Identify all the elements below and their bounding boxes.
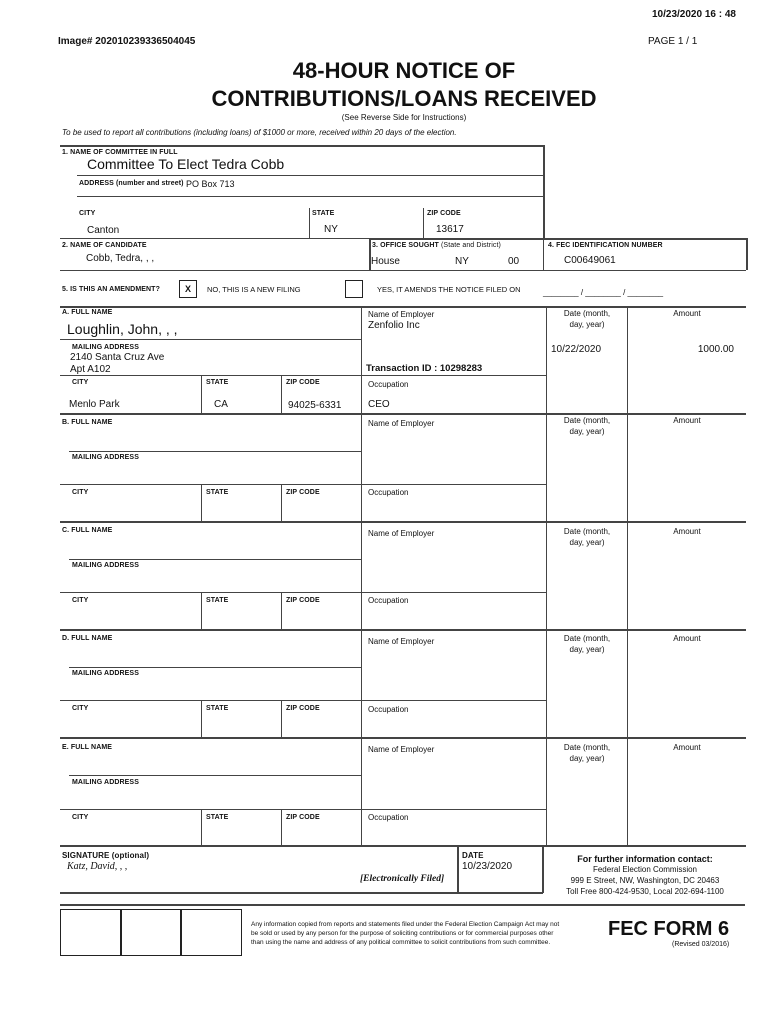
committee-zip: 13617: [436, 224, 464, 235]
committee-zip-label: ZIP CODE: [427, 210, 461, 217]
committee-address: PO Box 713: [186, 179, 235, 189]
a-date: 10/22/2020: [551, 344, 602, 355]
contact-line1: Federal Election Commission: [592, 865, 698, 874]
d-date-label-2: day, year): [569, 645, 605, 654]
b-state-label: STATE: [206, 489, 229, 496]
footer-notice-line2: be sold or used by any person for the purpose of soliciting contributions or for commercial purposes other: [251, 930, 554, 937]
a-address-line2: Apt A102: [70, 364, 111, 375]
signature-date-divider: [457, 845, 459, 893]
date-label: DATE: [462, 851, 484, 860]
a-state-label: STATE: [206, 379, 229, 386]
a-employer-label: Name of Employer: [368, 310, 435, 319]
c-city-state-divider: [201, 592, 202, 629]
a-name-line: [60, 339, 361, 340]
b-bottom-line: [60, 521, 746, 523]
c-address-line: [60, 592, 361, 593]
office-use-box-1: [60, 909, 122, 956]
signature-name: Katz, David, , ,: [67, 861, 128, 872]
c-date-label-1: Date (month,: [563, 527, 611, 536]
candidate-name-label: 2. NAME OF CANDIDATE: [62, 242, 147, 249]
d-address-line: [60, 700, 361, 701]
b-date-label-1: Date (month,: [563, 416, 611, 425]
a-address-line: [60, 375, 361, 376]
d-mailing-label: MAILING ADDRESS: [72, 670, 139, 677]
committee-right-border: [543, 145, 545, 239]
a-address-line1: 2140 Santa Cruz Ave: [70, 352, 165, 363]
office-top-line: [369, 238, 747, 240]
e-city-state-divider: [201, 809, 202, 845]
e-amount-label: Amount: [673, 743, 701, 752]
d-city-state-divider: [201, 700, 202, 737]
d-employer-divider: [361, 629, 362, 737]
amended-date-blank[interactable]: ________ / ________ / ________: [543, 288, 664, 297]
e-state-label: STATE: [206, 814, 229, 821]
b-amount-divider: [627, 413, 628, 521]
office-state: NY: [455, 256, 469, 267]
electronically-filed: [Electronically Filed]: [360, 874, 445, 884]
a-city: Menlo Park: [69, 399, 120, 410]
no-checkbox[interactable]: X: [179, 280, 197, 298]
fec-right-border: [746, 238, 748, 270]
d-bottom-line: [60, 737, 746, 739]
b-employer-divider: [361, 413, 362, 521]
committee-name-line: [77, 175, 543, 176]
committee-name: Committee To Elect Tedra Cobb: [87, 156, 285, 172]
committee-state-label: STATE: [312, 210, 335, 217]
b-amount-label: Amount: [673, 416, 701, 425]
signature-bottom-line: [60, 892, 543, 894]
c-state-label: STATE: [206, 597, 229, 604]
yes-checkbox[interactable]: [345, 280, 363, 298]
candidate-name: Cobb, Tedra, , ,: [86, 253, 155, 264]
a-state-zip-divider: [281, 375, 282, 413]
b-state-zip-divider: [281, 484, 282, 521]
e-mailing-label: MAILING ADDRESS: [72, 779, 139, 786]
address-line: [77, 196, 543, 197]
d-state-zip-divider: [281, 700, 282, 737]
a-employer: Zenfolio Inc: [368, 320, 420, 331]
committee-name-label: 1. NAME OF COMMITTEE IN FULL: [62, 149, 178, 156]
instructions-text: To be used to report all contributions (including loans) of $1000 or more, received within 20 days of the election.: [62, 128, 457, 137]
e-bottom-line: [60, 845, 746, 847]
d-city-label: CITY: [72, 705, 89, 712]
a-date-label-1: Date (month,: [563, 309, 611, 318]
contributors-top-line: [60, 306, 746, 308]
a-bottom-line: [60, 413, 746, 415]
footer-notice-line1: Any information copied from reports and statements filed under the Federal Election Campaign Act may not: [251, 921, 560, 928]
revised-date: (Revised 03/2016): [672, 941, 730, 948]
a-zip-label: ZIP CODE: [286, 379, 320, 386]
b-mailing-label: MAILING ADDRESS: [72, 454, 139, 461]
d-state-label: STATE: [206, 705, 229, 712]
office-label: 3. OFFICE SOUGHT (State and District): [372, 242, 501, 249]
e-full-name-label: E. FULL NAME: [62, 744, 113, 751]
b-employer-label: Name of Employer: [368, 419, 435, 428]
c-amount-divider: [627, 521, 628, 629]
b-city-label: CITY: [72, 489, 89, 496]
see-reverse-note: (See Reverse Side for Instructions): [341, 113, 467, 122]
e-date-label-1: Date (month,: [563, 743, 611, 752]
office-use-box-2: [120, 909, 182, 956]
no-new-filing-label: NO, THIS IS A NEW FILING: [207, 285, 301, 294]
c-bottom-line: [60, 629, 746, 631]
b-date-label-2: day, year): [569, 427, 605, 436]
office-use-box-3: [180, 909, 242, 956]
c-mailing-label: MAILING ADDRESS: [72, 562, 139, 569]
a-zip: 94025-6331: [288, 400, 342, 411]
candidate-top-line: [60, 238, 370, 239]
amendment-label: 5. IS THIS AN AMENDMENT?: [62, 286, 160, 293]
fec-id: C00649061: [564, 255, 616, 266]
e-employer-divider: [361, 737, 362, 845]
signature-date: 10/23/2020: [462, 861, 513, 872]
office-fec-divider: [543, 238, 544, 270]
e-amount-divider: [627, 737, 628, 845]
signature-label: SIGNATURE (optional): [62, 851, 150, 860]
b-zip-label: ZIP CODE: [286, 489, 320, 496]
a-mailing-label: MAILING ADDRESS: [72, 344, 139, 351]
c-amount-label: Amount: [673, 527, 701, 536]
e-zip-label: ZIP CODE: [286, 814, 320, 821]
a-amount-label: Amount: [673, 309, 701, 318]
fec-id-label: 4. FEC IDENTIFICATION NUMBER: [548, 242, 663, 249]
d-amount-label: Amount: [673, 634, 701, 643]
committee-top-border: [60, 145, 544, 147]
committee-state: NY: [324, 224, 338, 235]
a-occupation-label: Occupation: [368, 380, 409, 389]
d-name-line: [69, 667, 361, 668]
a-employer-divider: [361, 306, 362, 414]
c-state-zip-divider: [281, 592, 282, 629]
e-state-zip-divider: [281, 809, 282, 845]
a-transaction-id: Transaction ID : 10298283: [366, 363, 483, 374]
a-contributor-name: Loughlin, John, , ,: [67, 321, 178, 337]
image-number: Image# 202010239336504045: [58, 36, 196, 47]
footer-notice-line3: than using the name and address of any political committee to solicit contributions from such committee.: [251, 939, 551, 946]
e-occupation-label: Occupation: [368, 813, 409, 822]
c-zip-label: ZIP CODE: [286, 597, 320, 604]
state-zip-divider: [423, 208, 424, 238]
b-full-name-label: B. FULL NAME: [62, 419, 113, 426]
c-city-label: CITY: [72, 597, 89, 604]
form-title-line1: 48-HOUR NOTICE OF: [292, 58, 516, 83]
b-occupation-line: [361, 484, 546, 485]
d-date-label-1: Date (month,: [563, 634, 611, 643]
fec-form-name: FEC FORM 6: [608, 918, 730, 940]
address-label: ADDRESS (number and street): [79, 180, 184, 187]
page-number: PAGE 1 / 1: [648, 36, 698, 47]
amendment-top-line: [60, 270, 746, 271]
a-date-label-2: day, year): [569, 320, 605, 329]
a-state: CA: [214, 399, 228, 410]
contact-line3: Toll Free 800-424-9530, Local 202-694-1100: [566, 887, 724, 896]
d-zip-label: ZIP CODE: [286, 705, 320, 712]
footer-top-line: [60, 904, 745, 906]
d-employer-label: Name of Employer: [368, 637, 435, 646]
e-date-label-2: day, year): [569, 754, 605, 763]
d-amount-divider: [627, 629, 628, 737]
a-occupation: CEO: [368, 399, 390, 410]
d-full-name-label: D. FULL NAME: [62, 635, 113, 642]
committee-city: Canton: [87, 225, 120, 236]
c-employer-divider: [361, 521, 362, 629]
a-occupation-line: [361, 375, 546, 376]
a-city-state-divider: [201, 375, 202, 413]
b-address-line: [60, 484, 361, 485]
date-contact-divider: [542, 845, 544, 893]
form-title-line2: CONTRIBUTIONS/LOANS RECEIVED: [211, 86, 597, 111]
e-name-line: [69, 775, 361, 776]
c-full-name-label: C. FULL NAME: [62, 527, 113, 534]
b-city-state-divider: [201, 484, 202, 521]
b-occupation-label: Occupation: [368, 488, 409, 497]
city-state-divider: [309, 208, 310, 238]
a-full-name-label: A. FULL NAME: [62, 309, 113, 316]
c-name-line: [69, 559, 361, 560]
c-occupation-line: [361, 592, 546, 593]
c-employer-label: Name of Employer: [368, 529, 435, 538]
a-city-label: CITY: [72, 379, 89, 386]
c-occupation-label: Occupation: [368, 596, 409, 605]
e-employer-label: Name of Employer: [368, 745, 435, 754]
d-occupation-label: Occupation: [368, 705, 409, 714]
e-occupation-line: [361, 809, 546, 810]
office-sought: House: [371, 256, 400, 267]
committee-city-label: CITY: [79, 210, 96, 217]
contact-heading: For further information contact:: [577, 854, 713, 864]
a-amount: 1000.00: [697, 344, 734, 355]
e-address-line: [60, 809, 361, 810]
c-date-label-2: day, year): [569, 538, 605, 547]
timestamp: 10/23/2020 16 : 48: [652, 9, 736, 20]
d-occupation-line: [361, 700, 546, 701]
contact-line2: 999 E Street, NW, Washington, DC 20463: [570, 876, 720, 885]
e-city-label: CITY: [72, 814, 89, 821]
yes-amends-label: YES, IT AMENDS THE NOTICE FILED ON: [377, 285, 521, 294]
a-amount-divider: [627, 306, 628, 414]
office-district: 00: [508, 256, 520, 267]
b-name-line: [69, 451, 361, 452]
